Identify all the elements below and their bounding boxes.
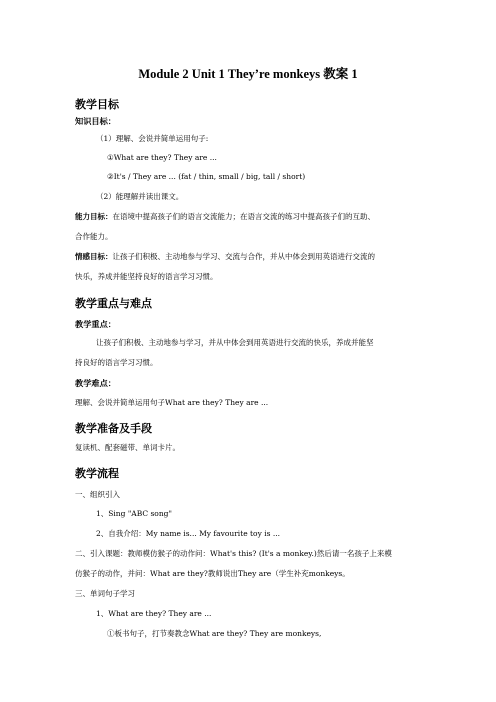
step-three-item-1a: ①板书句子，打节奏教念What are they? They are monkeys, — [107, 629, 322, 638]
key-points-line-1: 让孩子们积极、主动地参与学习，并从中体会到用英语进行交流的快乐，养成并能坚 — [96, 338, 374, 347]
step-one-item-1: 1、Sing "ABC song" — [96, 509, 172, 518]
heading-preparation: 教学准备及手段 — [75, 422, 152, 435]
emotion-objective-line-1 — [75, 252, 375, 262]
preparation-line: 复读机、配套磁带、单词卡片。 — [75, 443, 180, 452]
ability-text: 在语境中提高孩子们的语言交流能力；在语言交流的练习中提高孩子们的互助、 — [112, 212, 375, 221]
step-two-line-1: 二、引入课题：教师模仿猴子的动作问：What's this? (It's a monkey.)然后请一名孩子上来模 — [75, 549, 392, 558]
label-key-points: 教学重点： — [75, 319, 116, 329]
step-three-item-1: 1、What are they? They are ... — [96, 609, 212, 618]
objective-line-1a: ①What are they? They are ... — [107, 153, 217, 162]
emotion-objective-line-2: 快乐，养成并能坚持良好的语言学习习惯。 — [75, 272, 218, 281]
key-points-line-2: 持良好的语言学习习惯。 — [75, 358, 158, 367]
label-difficult-points: 教学难点： — [75, 378, 116, 388]
heading-key-difficult-points: 教学重点与难点 — [75, 297, 152, 310]
step-one-item-2: 2、自我介绍：My name is... My favourite toy is ... — [96, 529, 280, 538]
ability-objective-line-2: 合作能力。 — [75, 232, 113, 241]
step-two-line-2: 仿猴子的动作，并问：What are they?教师说出They are（学生补充monkeys。 — [75, 569, 350, 578]
label-ability-objectives: 能力目标： — [75, 212, 113, 221]
emotion-text: 让孩子们积极、主动地参与学习、交流与合作，并从中体会到用英语进行交流的 — [112, 252, 375, 261]
heading-teaching-objectives: 教学目标 — [75, 98, 119, 111]
difficult-points-line: 理解、会说并简单运用句子What are they? They are ... — [75, 398, 269, 407]
step-one: 一、组织引入 — [75, 490, 120, 499]
document-title: Module 2 Unit 1 They’re monkeys 教案 1 — [138, 67, 358, 81]
step-three: 三、单词句子学习 — [75, 589, 135, 598]
ability-objective-line-1 — [75, 212, 375, 222]
heading-teaching-procedure: 教学流程 — [75, 467, 119, 480]
objective-line-1b: ②It's / They are ... (fat / thin, small / big, tall / short) — [107, 172, 306, 181]
label-knowledge-objectives: 知识目标： — [75, 116, 116, 126]
objective-line-1: （1）理解、会说并简单运用句子: — [96, 134, 209, 143]
objective-line-2: （2）能理解并读出课文。 — [96, 192, 184, 201]
label-emotion-objectives: 情感目标： — [75, 252, 113, 261]
